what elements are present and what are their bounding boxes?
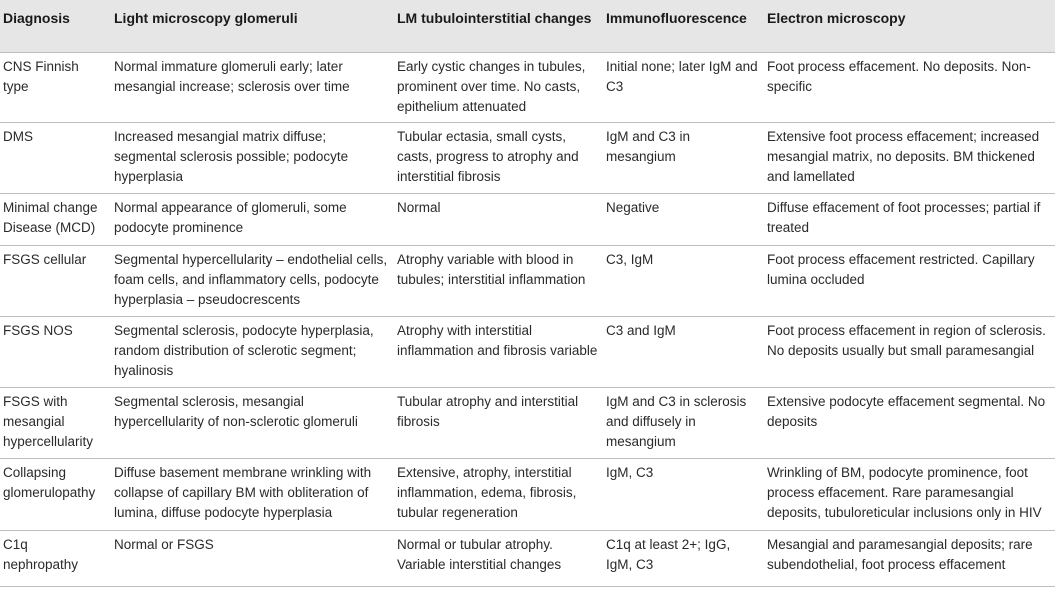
cell-electron-microscopy: Wrinkling of BM, podocyte prominence, foot process effacement. Rare paramesangial deposits, tubuloreticular inclusions only in HIV xyxy=(763,458,1055,530)
table-row xyxy=(0,245,1055,316)
cell-light-microscopy: Increased mesangial matrix diffuse; segmental sclerosis possible; podocyte hyperplasia xyxy=(110,122,393,193)
table-row xyxy=(0,458,1055,530)
cell-tubulointerstitial: Extensive, atrophy, interstitial inflammation, edema, fibrosis, tubular regeneration xyxy=(393,458,602,530)
table-row xyxy=(0,122,1055,193)
cell-tubulointerstitial: Tubular atrophy and interstitial fibrosis xyxy=(393,387,602,458)
cell-diagnosis: CNS Finnish type xyxy=(0,52,110,122)
table-row xyxy=(0,52,1055,122)
cell-tubulointerstitial: Normal xyxy=(393,193,602,245)
cell-tubulointerstitial: Early cystic changes in tubules, prominent over time. No casts, epithelium attenuated xyxy=(393,52,602,122)
cell-light-microscopy: Segmental sclerosis, mesangial hypercellularity of non-sclerotic glomeruli xyxy=(110,387,393,458)
cell-immunofluorescence: C1q at least 2+; IgG, IgM, C3 xyxy=(602,530,763,586)
cell-immunofluorescence: Negative xyxy=(602,193,763,245)
table-row xyxy=(0,530,1055,586)
cell-electron-microscopy: Foot process effacement in region of sclerosis. No deposits usually but small paramesangial xyxy=(763,316,1055,387)
header-lm-tubulointerstitial: LM tubulointerstitial changes xyxy=(397,10,592,26)
cell-immunofluorescence: C3 and IgM xyxy=(602,316,763,387)
table-row xyxy=(0,387,1055,458)
cell-diagnosis: Minimal change Disease (MCD) xyxy=(0,193,110,245)
cell-electron-microscopy: Extensive podocyte effacement segmental. No deposits xyxy=(763,387,1055,458)
cell-tubulointerstitial: Tubular ectasia, small cysts, casts, progress to atrophy and interstitial fibrosis xyxy=(393,122,602,193)
cell-immunofluorescence: IgM and C3 in sclerosis and diffusely in mesangium xyxy=(602,387,763,458)
cell-tubulointerstitial: Normal or tubular atrophy. Variable interstitial changes xyxy=(393,530,602,586)
cell-diagnosis: FSGS with mesangial hypercellularity xyxy=(0,387,110,458)
cell-diagnosis: FSGS NOS xyxy=(0,316,110,387)
cell-electron-microscopy: Foot process effacement restricted. Capillary lumina occluded xyxy=(763,245,1055,316)
cell-diagnosis: C1q nephropathy xyxy=(0,530,110,586)
table-row xyxy=(0,193,1055,245)
cell-light-microscopy: Normal immature glomeruli early; later mesangial increase; sclerosis over time xyxy=(110,52,393,122)
header-light-microscopy-glomeruli: Light microscopy glomeruli xyxy=(114,10,298,26)
cell-tubulointerstitial: Atrophy with interstitial inflammation and fibrosis variable xyxy=(393,316,602,387)
cell-immunofluorescence: C3, IgM xyxy=(602,245,763,316)
cell-light-microscopy: Diffuse basement membrane wrinkling with collapse of capillary BM with obliteration of lumina, diffuse podocyte hyperplasia xyxy=(110,458,393,530)
header-row xyxy=(0,0,1055,52)
cell-electron-microscopy: Diffuse effacement of foot processes; partial if treated xyxy=(763,193,1055,245)
header-immunofluorescence: Immunofluorescence xyxy=(606,10,747,26)
header-electron-microscopy: Electron microscopy xyxy=(767,10,906,26)
table-row xyxy=(0,316,1055,387)
cell-tubulointerstitial: Atrophy variable with blood in tubules; interstitial inflammation xyxy=(393,245,602,316)
cell-diagnosis: DMS xyxy=(0,122,110,193)
cell-light-microscopy: Normal appearance of glomeruli, some podocyte prominence xyxy=(110,193,393,245)
cell-diagnosis: FSGS cellular xyxy=(0,245,110,316)
cell-diagnosis: Collapsing glomerulopathy xyxy=(0,458,110,530)
cell-immunofluorescence: IgM and C3 in mesangium xyxy=(602,122,763,193)
cell-immunofluorescence: Initial none; later IgM and C3 xyxy=(602,52,763,122)
cell-electron-microscopy: Foot process effacement. No deposits. Non-specific xyxy=(763,52,1055,122)
cell-light-microscopy: Normal or FSGS xyxy=(110,530,393,586)
cell-light-microscopy: Segmental sclerosis, podocyte hyperplasia, random distribution of sclerotic segment; hyalinosis xyxy=(110,316,393,387)
cell-immunofluorescence: IgM, C3 xyxy=(602,458,763,530)
header-diagnosis: Diagnosis xyxy=(3,10,70,26)
cell-electron-microscopy: Mesangial and paramesangial deposits; rare subendothelial, foot process effacement xyxy=(763,530,1055,586)
cell-electron-microscopy: Extensive foot process effacement; increased mesangial matrix, no deposits. BM thickened and lamellated xyxy=(763,122,1055,193)
cell-light-microscopy: Segmental hypercellularity – endothelial cells, foam cells, and inflammatory cells, podocyte hyperplasia – pseudocrescents xyxy=(110,245,393,316)
